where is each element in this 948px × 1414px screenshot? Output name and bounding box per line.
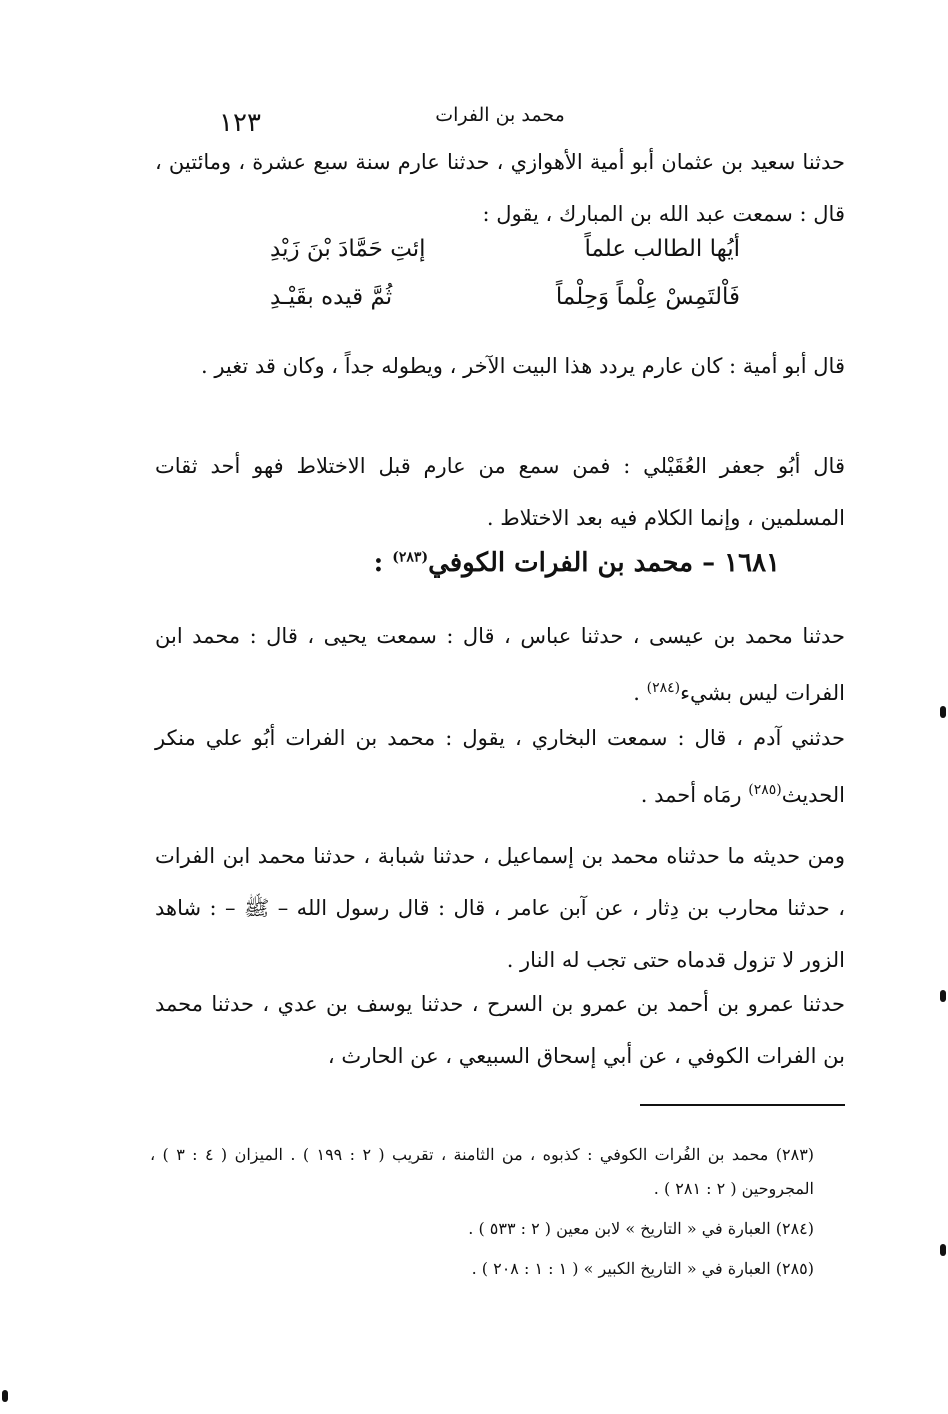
footnote-divider	[640, 1104, 845, 1106]
paragraph-5-end: رمَاه أحمد .	[640, 783, 749, 807]
page-number: ١٢٣	[219, 108, 261, 138]
margin-scan-mark	[940, 1244, 946, 1256]
verse-line-2	[270, 284, 740, 310]
footnote-ref: (٢٨٣)	[392, 549, 429, 566]
entry-heading	[340, 548, 780, 578]
verse-line-1	[270, 236, 740, 262]
footnote-ref: (٢٨٥)	[748, 782, 782, 798]
paragraph-4-end: .	[633, 681, 647, 705]
margin-scan-mark	[940, 990, 946, 1002]
paragraph-1: حدثنا سعيد بن عثمان أبو أمية الأهوازي ، حدثنا عارم سنة سبع عشرة ، ومائتين ، قال : سمعت عبد الله بن المبارك ، يقول :	[155, 150, 845, 226]
verse-hemistich: ثُمَّ قيده بقَيْـدِ	[270, 284, 393, 310]
footnote-284: (٢٨٤) العبارة في « التاريخ » لابن معين ( ٢ : ٥٣٣ ) .	[468, 1219, 814, 1238]
paragraph-5-text: حدثني آدم ، قال : سمعت البخاري ، يقول : محمد بن الفرات أبُو علي منكر الحديث	[155, 726, 845, 807]
footnote-285: (٢٨٥) العبارة في « التاريخ الكبير » ( ١ : ١ : ٢٠٨ ) .	[471, 1259, 814, 1278]
paragraph-4-text: حدثنا محمد بن عيسى ، حدثنا عباس ، قال : سمعت يحيى ، قال : محمد ابن الفرات ليس بشيء	[155, 624, 845, 705]
margin-scan-mark	[2, 1390, 8, 1402]
entry-heading-text: ١٦٨١ – محمد بن الفرات الكوفي	[428, 548, 780, 578]
paragraph-5	[155, 712, 909, 821]
heading-punctuation: :	[373, 548, 393, 578]
margin-scan-mark	[940, 706, 946, 718]
paragraph-4	[155, 610, 909, 719]
verse-hemistich: أيُها الطالب علماً	[584, 236, 740, 262]
running-title: محمد بن الفرات	[435, 104, 565, 126]
verse-hemistich: إئتِ حَمَّادَ بْنَ زَيْدِ	[270, 236, 426, 262]
paragraph-7: حدثنا عمرو بن أحمد بن عمرو بن السرح ، حدثنا يوسف بن عدي ، حدثنا محمد بن الفرات الكوفي ، عن أبي إسحاق السبيعي ، عن الحارث ،	[155, 992, 845, 1068]
paragraph-3: قال أبُو جعفر العُقَيْلي : فمن سمع من عارم قبل الاختلاط فهو أحد ثقات المسلمين ، وإنما الكلام فيه بعد الاختلاط .	[155, 454, 845, 530]
verse-hemistich: فَاْلتَمِسْ عِلْماً وَحِلْماً	[555, 284, 740, 310]
footnotes	[150, 1138, 850, 1292]
footnote-ref: (٢٨٤)	[646, 680, 681, 696]
paragraph-6: ومن حديثه ما حدثناه محمد بن إسماعيل ، حدثنا شبابة ، حدثنا محمد ابن الفرات ، حدثنا محارب بن دِثار ، عن آبن عامر ، قال : قال رسول الله – ﷺ – : شاهد الزور لا تزول قدماه حتى تجب له النار .	[155, 844, 845, 972]
footnote-283: (٢٨٣) محمد بن الفُرات الكوفي : كذبوه ، من الثامنة ، تقريب ( ٢ : ١٩٩ ) . الميزان ( ٤ : ٣ ) ، المجروحين ( ٢ : ٢٨١ ) .	[150, 1145, 815, 1198]
paragraph-2: قال أبو أمية : كان عارم يردد هذا البيت الآخر ، ويطوله جداً ، وكان قد تغير .	[200, 354, 845, 378]
